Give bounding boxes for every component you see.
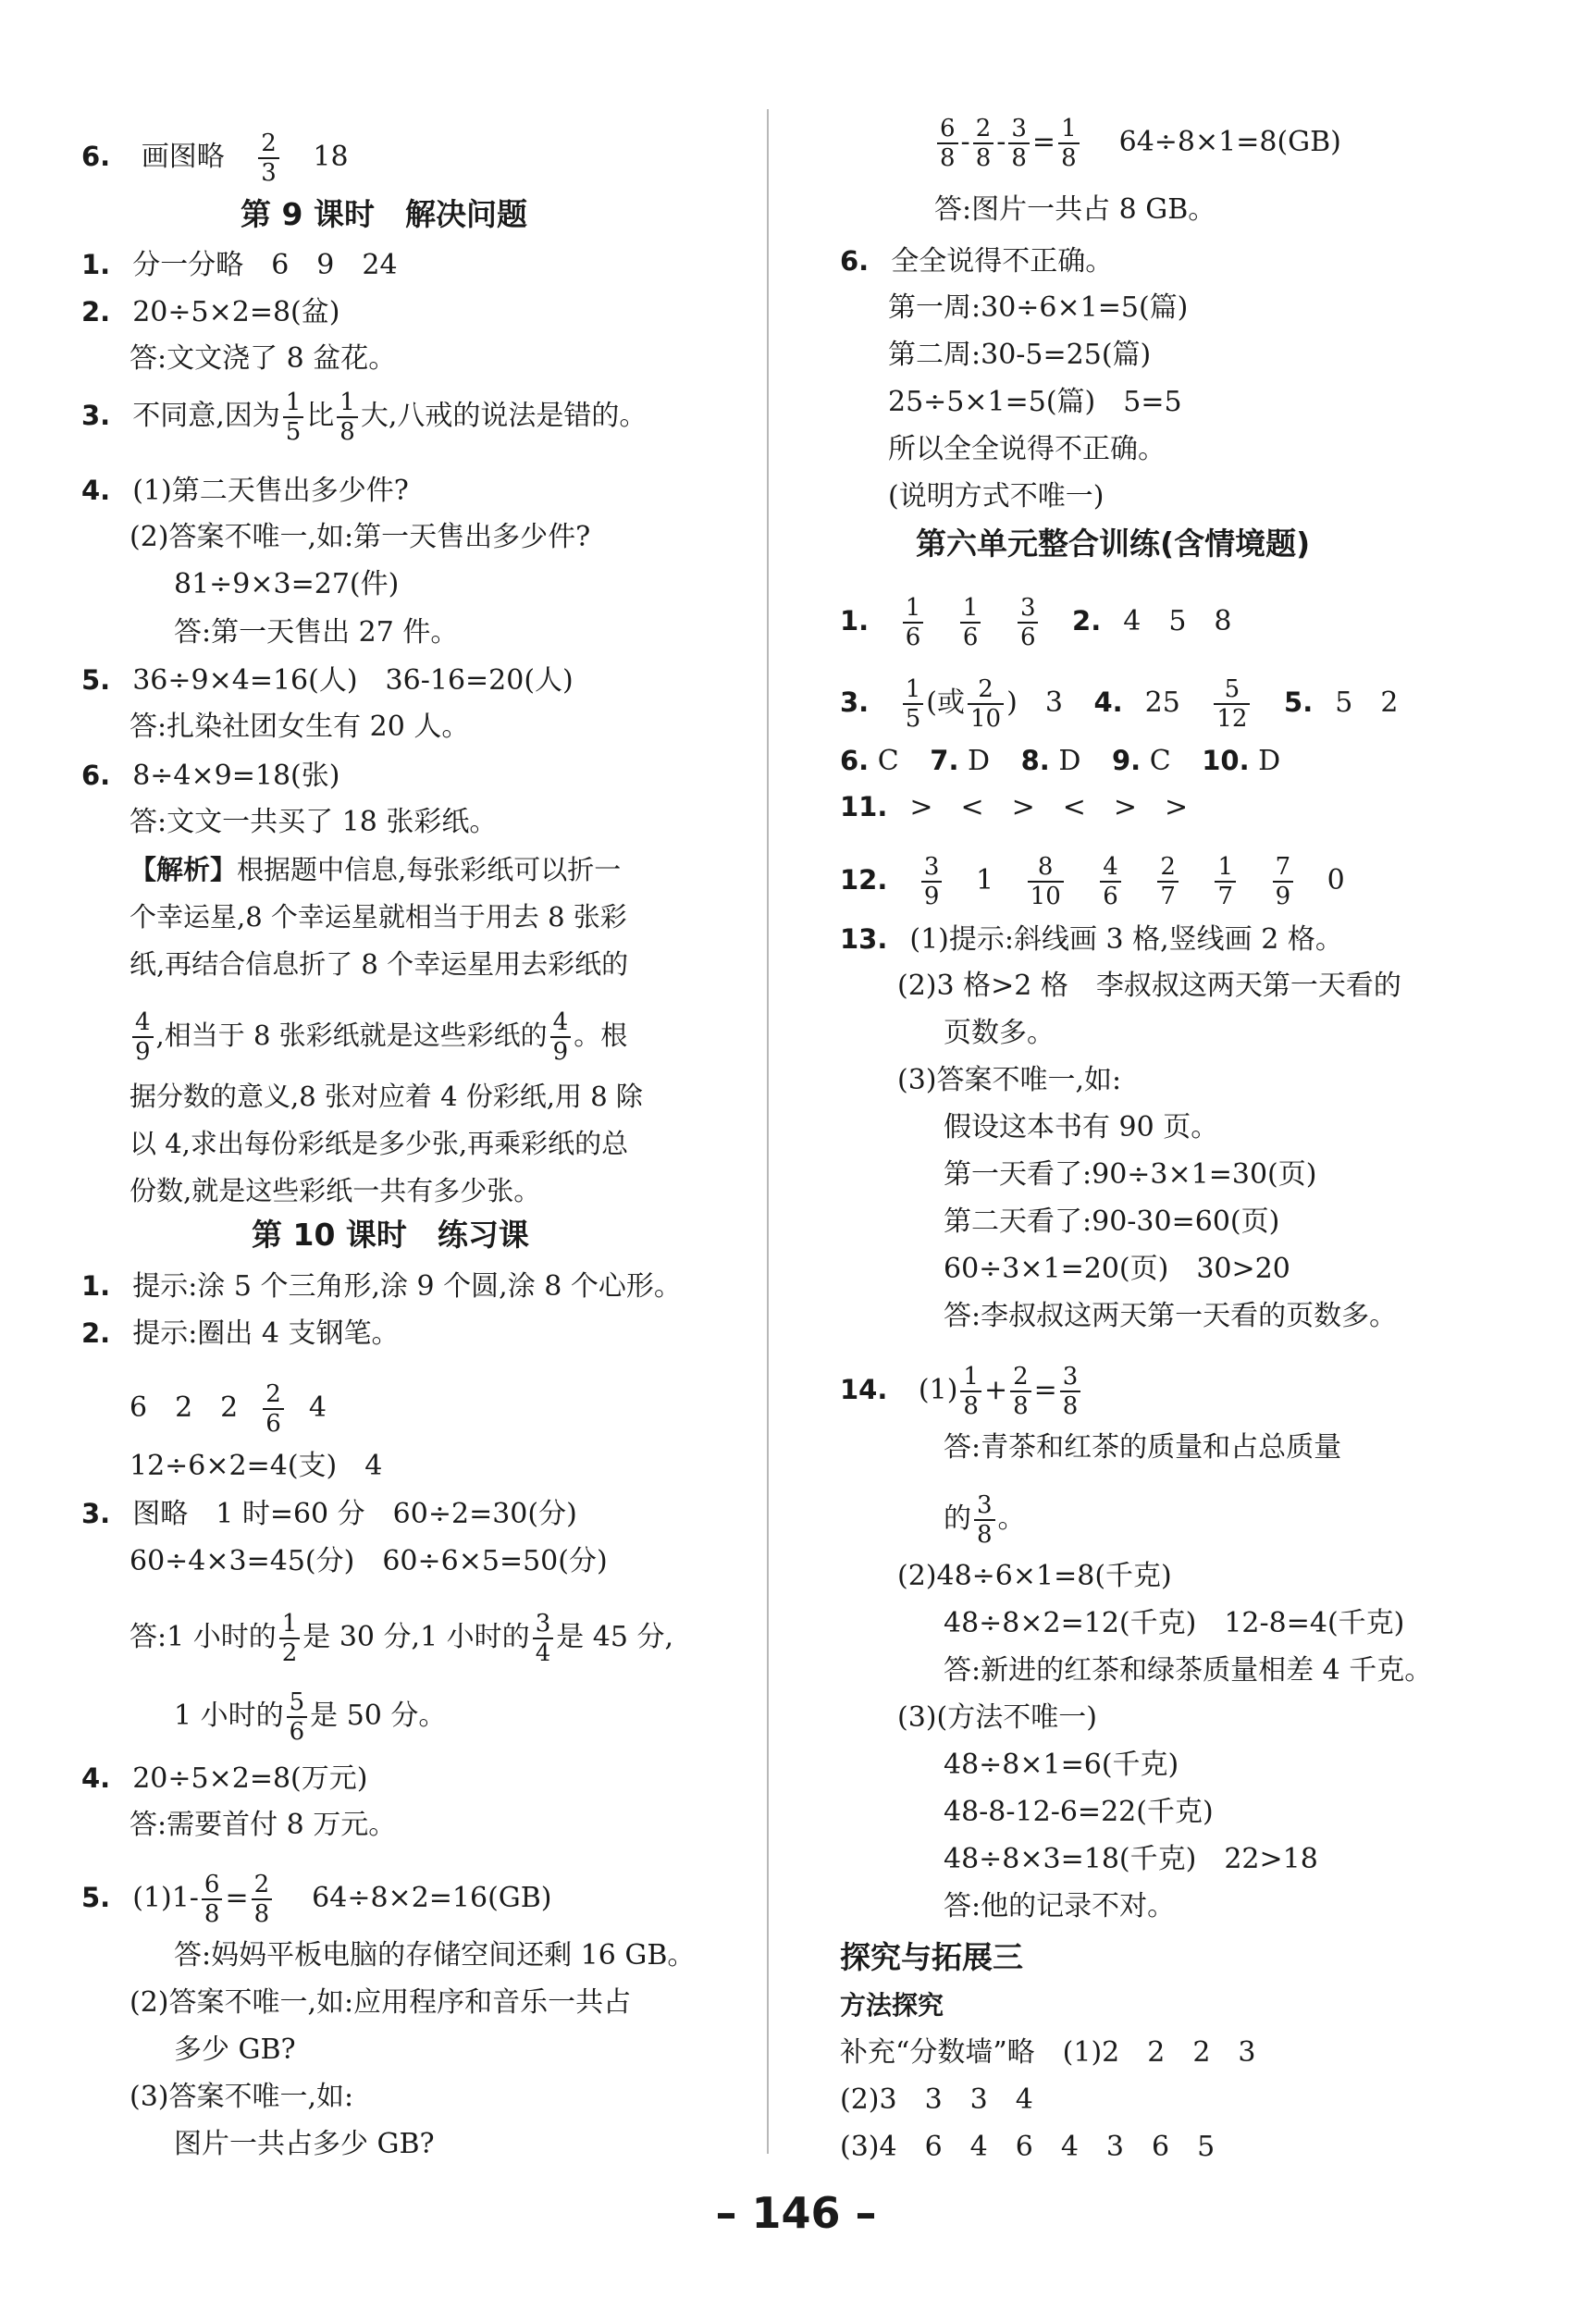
- answer-line: 6. 8÷4×9=18(张): [81, 760, 340, 792]
- fraction: $\frac{5}{12}$: [1214, 675, 1250, 733]
- answer-line: 14. (1) $\frac{1}{8}$ + $\frac{2}{8}$ = $\frac{3}{8}$: [840, 1363, 1083, 1420]
- fraction: $\frac{8}{10}$: [1028, 853, 1064, 910]
- fraction: $\frac{6}{8}$: [202, 1871, 223, 1928]
- answer-line: 48-8-12-6=22(千克): [944, 1796, 1214, 1828]
- fraction: $\frac{4}{9}$: [550, 1008, 572, 1066]
- answer-line: 11. > < > < > >: [840, 791, 1189, 823]
- fraction: $\frac{4}{9}$: [132, 1008, 154, 1066]
- answer-line: 答:他的记录不对。: [944, 1890, 1176, 1922]
- analysis-line: 【解析】根据题中信息,每张彩纸可以折一: [130, 854, 622, 885]
- answer-line: 2. 提示:圈出 4 支钢笔。: [81, 1317, 400, 1350]
- analysis-line: 以 4,求出每份彩纸是多少张,再乘彩纸的总: [130, 1128, 629, 1159]
- fraction: $\frac{5}{6}$: [287, 1688, 308, 1746]
- answer-text: 18: [313, 141, 349, 173]
- fraction: $\frac{1}{6}$: [903, 594, 924, 651]
- answer-line: 答:图片一共占 8 GB。: [934, 193, 1216, 226]
- answer-line: 25÷5×1=5(篇) 5=5: [888, 386, 1182, 418]
- fraction: $\frac{1}{5}$: [283, 389, 304, 446]
- section-heading: 第六单元整合训练(含情境题): [916, 525, 1311, 562]
- fraction: $\frac{3}{8}$: [1008, 115, 1030, 172]
- section-heading: 第 10 课时 练习课: [252, 1217, 529, 1253]
- fraction: $\frac{3}{4}$: [533, 1610, 554, 1667]
- analysis-line: 个幸运星,8 个幸运星就相当于用去 8 张彩: [130, 901, 627, 933]
- answer-line: 答:扎染社团女生有 20 人。: [130, 711, 470, 743]
- answer-line: 答:妈妈平板电脑的存储空间还剩 16 GB。: [174, 1939, 696, 1972]
- answer-line: 12÷6×2=4(支) 4: [130, 1450, 383, 1482]
- answer-line: 6. C 7. D 8. D 9. C 10. D: [840, 745, 1281, 777]
- analysis-line: 份数,就是这些彩纸一共有多少张。: [130, 1175, 541, 1206]
- answer-line: 48÷8×2=12(千克) 12-8=4(千克): [944, 1607, 1405, 1639]
- answer-line: 假设这本书有 90 页。: [944, 1111, 1219, 1143]
- answer-line: 12. $\frac{3}{9}$ 1 $\frac{8}{10}$ $\frac{4}{6}$ $\frac{2}{7}$ $\frac{1}{7}$ $\frac{7}{9}$ 0: [840, 853, 1345, 910]
- answer-line: 第二天看了:90-30=60(页): [944, 1205, 1280, 1238]
- answer-line: 答:第一天售出 27 件。: [174, 616, 459, 649]
- answer-line: 1 小时的 $\frac{5}{6}$ 是 50 分。: [174, 1688, 447, 1746]
- answer-line: (2)3 3 3 4: [840, 2083, 1033, 2116]
- answer-line: 第一天看了:90÷3×1=30(页): [944, 1158, 1317, 1191]
- answer-line: 多少 GB?: [174, 2034, 296, 2066]
- answer-line: 1. 分一分略 6 9 24: [81, 249, 398, 281]
- analysis-line: 纸,再结合信息折了 8 个幸运星用去彩纸的: [130, 948, 629, 980]
- answer-line: 5. 36÷9×4=16(人) 36-16=20(人): [81, 664, 574, 697]
- answer-line: 60÷4×3=45(分) 60÷6×5=50(分): [130, 1545, 608, 1577]
- fraction: $\frac{3}{8}$: [1060, 1363, 1081, 1420]
- answer-line: 6. 全全说得不正确。: [840, 245, 1114, 278]
- fraction: $\frac{3}{8}$: [974, 1491, 995, 1549]
- answer-line: 答:新进的红茶和绿茶质量相差 4 千克。: [944, 1654, 1433, 1687]
- answer-line: 页数多。: [944, 1017, 1055, 1049]
- analysis-line: $\frac{4}{9}$ ,相当于 8 张彩纸就是这些彩纸的 $\frac{4}{9}$ 。根: [130, 1008, 627, 1066]
- answer-line: 2. 20÷5×2=8(盆): [81, 296, 340, 328]
- fraction: $\frac{1}{6}$: [960, 594, 981, 651]
- answer-line: 5. (1)1- $\frac{6}{8}$ = $\frac{2}{8}$ 64÷8×2=16(GB): [81, 1871, 552, 1928]
- fraction: $\frac{2}{3}$: [258, 130, 279, 187]
- answer-line: 答:文文一共买了 18 张彩纸。: [130, 806, 498, 838]
- fraction: $\frac{3}{9}$: [921, 853, 943, 910]
- fraction: $\frac{1}{5}$: [903, 675, 924, 733]
- answer-line: 答:青茶和红茶的质量和占总质量: [944, 1431, 1342, 1464]
- fraction: $\frac{2}{8}$: [973, 115, 994, 172]
- fraction: $\frac{2}{10}$: [968, 675, 1004, 733]
- fraction: $\frac{1}{7}$: [1215, 853, 1236, 910]
- section-heading: 第 9 课时 解决问题: [241, 196, 527, 232]
- answer-line: 答:李叔叔这两天第一天看的页数多。: [944, 1300, 1398, 1332]
- answer-line: (2)48÷6×1=8(千克): [897, 1560, 1172, 1592]
- answer-line: 3. 图略 1 时=60 分 60÷2=30(分): [81, 1498, 577, 1530]
- answer-line: 答:文文浇了 8 盆花。: [130, 342, 397, 375]
- column-divider: [767, 109, 769, 2154]
- page-number: – 146 –: [715, 2188, 877, 2238]
- answer-line: (说明方式不唯一): [888, 480, 1105, 513]
- fraction: $\frac{2}{8}$: [252, 1871, 273, 1928]
- fraction: $\frac{4}{6}$: [1100, 853, 1121, 910]
- answer-line: 图片一共占多少 GB?: [174, 2128, 435, 2160]
- answer-text: 画图略: [141, 141, 225, 173]
- answer-line: 3. 不同意,因为 $\frac{1}{5}$ 比 $\frac{1}{8}$ 大,八戒的说法是错的。: [81, 389, 648, 446]
- section-heading: 探究与拓展三: [840, 1939, 1023, 1975]
- answer-line: 4. 20÷5×2=8(万元): [81, 1762, 368, 1795]
- answer-line: (3)4 6 4 6 4 3 6 5: [840, 2131, 1216, 2163]
- answer-line: 答:需要首付 8 万元。: [130, 1809, 397, 1841]
- answer-line: [81, 130, 349, 187]
- fraction: $\frac{3}{6}$: [1018, 594, 1039, 651]
- answer-line: (2)答案不唯一,如:应用程序和音乐一共占: [130, 1986, 632, 2019]
- answer-line: 答:1 小时的 $\frac{1}{2}$ 是 30 分,1 小时的 $\frac{3}{4}$ 是 45 分,: [130, 1610, 674, 1667]
- answer-line: (2)3 格>2 格 李叔叔这两天第一天看的: [897, 970, 1401, 1002]
- answer-line: 1. 提示:涂 5 个三角形,涂 9 个圆,涂 8 个心形。: [81, 1270, 682, 1303]
- answer-line: 3. $\frac{1}{5}$ (或 $\frac{2}{10}$ ) 3 4. 25 $\frac{5}{12}$ 5. 5 2: [840, 675, 1399, 733]
- fraction: $\frac{7}{9}$: [1273, 853, 1294, 910]
- fraction: $\frac{6}{8}$: [937, 115, 958, 172]
- fraction: $\frac{2}{7}$: [1157, 853, 1179, 910]
- answer-line: (3)答案不唯一,如:: [130, 2081, 354, 2113]
- answer-line: 的 $\frac{3}{8}$ 。: [944, 1491, 1026, 1549]
- answer-line: 所以全全说得不正确。: [888, 433, 1166, 465]
- analysis-line: 据分数的意义,8 张对应着 4 份彩纸,用 8 除: [130, 1081, 643, 1112]
- answer-line: 60÷3×1=20(页) 30>20: [944, 1253, 1290, 1285]
- answer-line: 13. (1)提示:斜线画 3 格,竖线画 2 格。: [840, 923, 1343, 956]
- fraction: $\frac{1}{8}$: [337, 389, 358, 446]
- answer-line: $\frac{6}{8}$ - $\frac{2}{8}$ - $\frac{3}{8}$ = $\frac{1}{8}$ 64÷8×1=8(GB): [934, 115, 1341, 172]
- answer-line: 第二周:30-5=25(篇): [888, 339, 1152, 371]
- subsection-heading: 方法探究: [840, 1990, 944, 2021]
- answer-line: 1. $\frac{1}{6}$ $\frac{1}{6}$ $\frac{3}{6}$ 2. 4 5 8: [840, 594, 1232, 651]
- fraction: $\frac{2}{6}$: [263, 1380, 284, 1438]
- answer-line: 48÷8×3=18(千克) 22>18: [944, 1843, 1318, 1875]
- answer-line: 48÷8×1=6(千克): [944, 1749, 1179, 1781]
- answer-line: 6 2 2 $\frac{2}{6}$ 4: [130, 1380, 327, 1438]
- fraction: $\frac{2}{8}$: [1010, 1363, 1031, 1420]
- answer-line: 81÷9×3=27(件): [174, 568, 400, 600]
- question-number: 6.: [81, 141, 111, 172]
- answer-line: 第一周:30÷6×1=5(篇): [888, 291, 1189, 324]
- analysis-tag: 【解析】: [130, 854, 238, 885]
- answer-line: (3)(方法不唯一): [897, 1701, 1097, 1734]
- answer-line: (2)答案不唯一,如:第一天售出多少件?: [130, 521, 591, 553]
- answer-line: (3)答案不唯一,如:: [897, 1064, 1122, 1096]
- answer-line: 补充“分数墙”略 (1)2 2 2 3: [840, 2036, 1256, 2069]
- answer-line: 4. (1)第二天售出多少件?: [81, 475, 409, 507]
- fraction: $\frac{1}{2}$: [279, 1610, 301, 1667]
- fraction: $\frac{1}{8}$: [1058, 115, 1080, 172]
- fraction: $\frac{1}{8}$: [960, 1363, 981, 1420]
